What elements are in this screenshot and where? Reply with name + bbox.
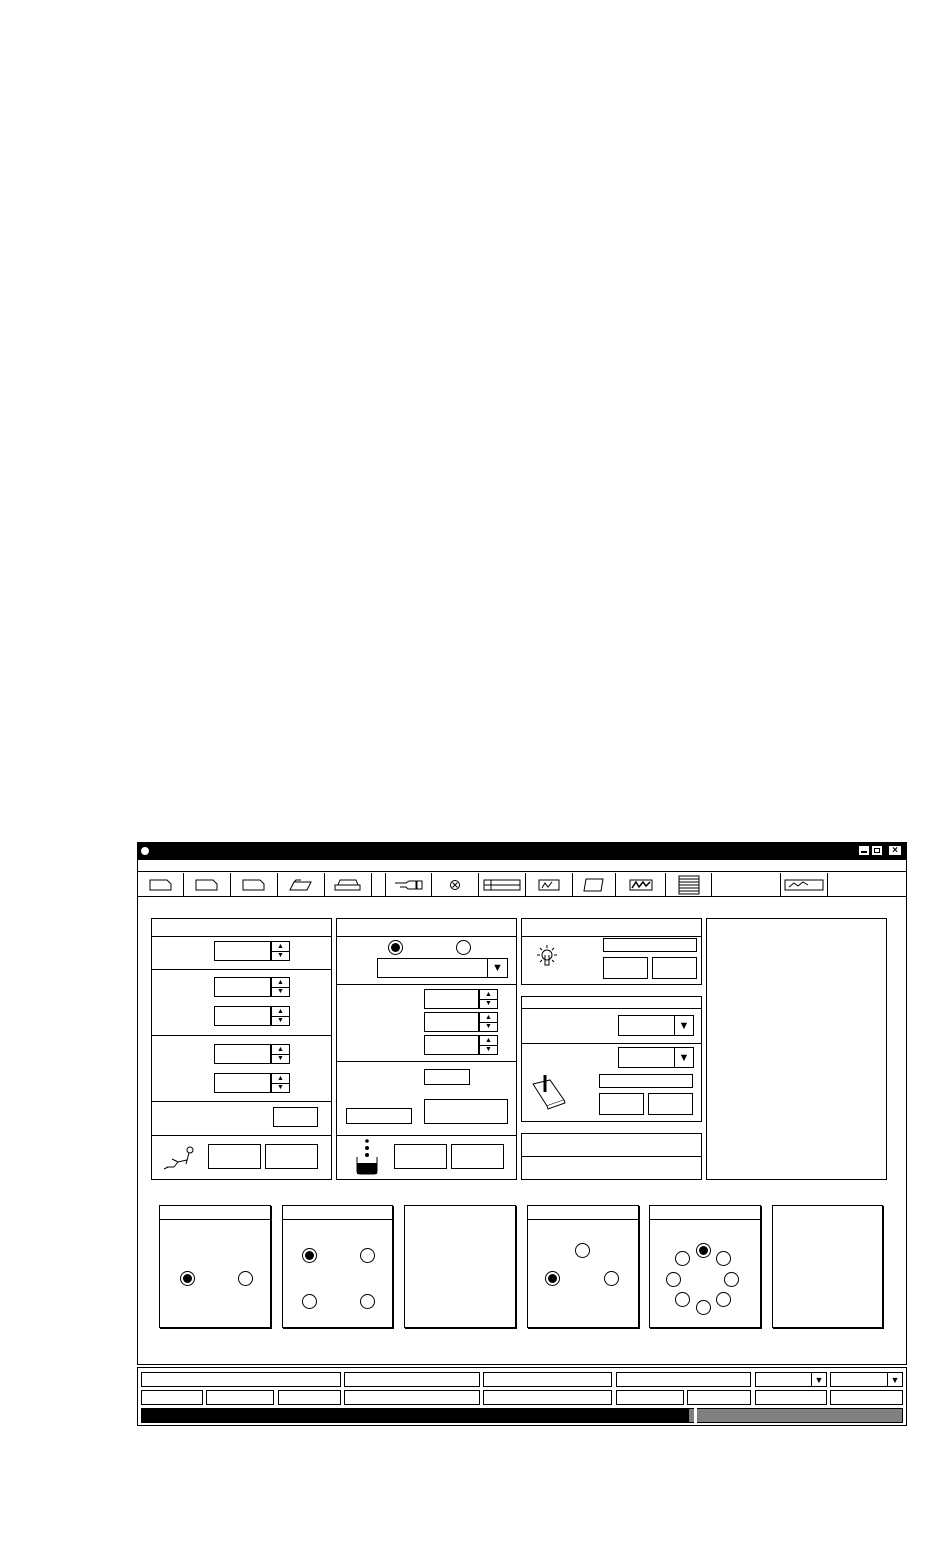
middle-action-button-1[interactable] <box>394 1144 447 1169</box>
list-icon <box>678 875 700 895</box>
group5-radio-7[interactable] <box>666 1272 681 1287</box>
middle-action-button-2[interactable] <box>451 1144 504 1169</box>
line-chart-icon <box>538 879 560 891</box>
light-button-2[interactable] <box>652 957 697 979</box>
group2-radio-3[interactable] <box>302 1294 317 1309</box>
status-dropdown-2[interactable] <box>830 1372 903 1387</box>
mode-dropdown[interactable] <box>377 958 508 978</box>
spin-up-icon[interactable]: ▲ <box>480 1036 497 1046</box>
toolbar-button-page[interactable] <box>573 873 616 896</box>
group5-radio-8[interactable] <box>675 1251 690 1266</box>
middle-value-field-1[interactable] <box>424 989 479 1009</box>
title-bar[interactable] <box>137 842 907 860</box>
progress-divider <box>694 1408 697 1423</box>
status-dropdown-1[interactable] <box>755 1372 827 1387</box>
trend-chart-icon <box>784 879 824 891</box>
divider <box>336 1135 517 1136</box>
preview-panel <box>706 918 887 1180</box>
progress-track <box>141 1408 903 1423</box>
mode-radio-1[interactable] <box>388 940 403 955</box>
toolbar-button-new-2[interactable] <box>184 873 231 896</box>
status-cell-4 <box>344 1390 480 1405</box>
left-action-button-2[interactable] <box>265 1144 318 1169</box>
value-spinner-1[interactable] <box>271 941 290 961</box>
pen-dropdown-2[interactable] <box>618 1047 694 1068</box>
toolbar-button-new-3[interactable] <box>231 873 278 896</box>
group2-radio-4[interactable] <box>360 1294 375 1309</box>
spin-down-icon[interactable]: ▼ <box>485 1023 492 1030</box>
stop-icon <box>449 879 461 891</box>
middle-spinner-2[interactable] <box>479 1012 498 1032</box>
group4-radio-1[interactable] <box>575 1243 590 1258</box>
divider <box>521 1043 702 1044</box>
divider <box>521 1156 702 1157</box>
beaker-drip-icon <box>355 1137 379 1175</box>
divider <box>151 936 332 937</box>
light-wide-field[interactable] <box>603 938 697 952</box>
toolbar-button-area-chart[interactable] <box>616 873 666 896</box>
spin-up-icon[interactable]: ▲ <box>272 942 289 952</box>
radio-group-panel-2 <box>282 1205 393 1328</box>
toolbar-button-open[interactable] <box>278 873 325 896</box>
spin-up-icon[interactable]: ▲ <box>272 1074 289 1084</box>
toolbar-button-list[interactable] <box>666 873 712 896</box>
status-field-2 <box>344 1372 480 1387</box>
toolbar-bottom-border <box>137 896 907 897</box>
toolbar-button-trend[interactable] <box>781 873 828 896</box>
open-folder-icon <box>289 879 313 891</box>
empty-panel-2 <box>772 1205 883 1328</box>
toolbar-button-folder[interactable] <box>325 873 372 896</box>
pen-wide-field[interactable] <box>599 1074 693 1088</box>
value-field-5[interactable] <box>214 1073 271 1093</box>
middle-wide-field[interactable] <box>346 1108 412 1124</box>
status-cell-6 <box>616 1390 684 1405</box>
pen-dropdown-1[interactable] <box>618 1015 694 1036</box>
divider <box>521 1008 702 1009</box>
chevron-down-icon[interactable]: ▼ <box>674 1048 693 1067</box>
spin-up-icon[interactable]: ▲ <box>272 1045 289 1055</box>
radio-group-panel-4 <box>527 1205 639 1328</box>
spin-up-icon[interactable]: ▲ <box>480 1013 497 1023</box>
group5-radio-5[interactable] <box>696 1300 711 1315</box>
spin-down-icon[interactable]: ▼ <box>277 1084 284 1091</box>
group4-radio-2[interactable] <box>545 1271 560 1286</box>
spin-down-icon[interactable]: ▼ <box>277 1055 284 1062</box>
status-cell-9 <box>830 1390 903 1405</box>
group5-radio-6[interactable] <box>675 1292 690 1307</box>
value-spinner-4[interactable] <box>271 1044 290 1064</box>
mode-radio-2[interactable] <box>456 940 471 955</box>
progress-fill <box>142 1409 689 1422</box>
new-page-icon <box>195 879 219 891</box>
middle-display-box <box>424 1099 508 1124</box>
spin-down-icon[interactable]: ▼ <box>485 1000 492 1007</box>
divider <box>521 936 702 937</box>
status-cell-5 <box>483 1390 612 1405</box>
divider <box>282 1219 393 1220</box>
group5-radio-2[interactable] <box>716 1251 731 1266</box>
chevron-down-icon[interactable]: ▼ <box>674 1016 693 1035</box>
value-spinner-3[interactable] <box>271 1006 290 1026</box>
spin-down-icon[interactable]: ▼ <box>277 1017 284 1024</box>
close-icon[interactable]: × <box>889 846 901 855</box>
status-field-3 <box>483 1372 612 1387</box>
middle-value-field-2[interactable] <box>424 1012 479 1032</box>
group5-radio-1[interactable] <box>696 1243 711 1258</box>
value-spinner-2[interactable] <box>271 977 290 997</box>
light-bulb-icon <box>533 943 561 971</box>
toolbar-button-line-chart[interactable] <box>526 873 573 896</box>
divider <box>151 969 332 970</box>
status-cell-3 <box>278 1390 341 1405</box>
value-field-2[interactable] <box>214 977 271 997</box>
group4-radio-3[interactable] <box>604 1271 619 1286</box>
person-pushing-icon <box>162 1146 196 1172</box>
group2-radio-2[interactable] <box>360 1248 375 1263</box>
divider <box>151 1101 332 1102</box>
group5-radio-3[interactable] <box>724 1272 739 1287</box>
pointing-hand-icon <box>394 879 424 891</box>
toolbar-button-blank-1[interactable] <box>712 873 781 896</box>
spin-up-icon[interactable]: ▲ <box>480 990 497 1000</box>
page-icon <box>583 878 605 892</box>
pen-button-2[interactable] <box>648 1093 693 1115</box>
left-action-button-1[interactable] <box>208 1144 261 1169</box>
toolbar-button-new-1[interactable] <box>138 873 184 896</box>
middle-small-field[interactable] <box>424 1069 470 1085</box>
spin-down-icon[interactable]: ▼ <box>277 952 284 959</box>
group2-radio-1[interactable] <box>302 1248 317 1263</box>
divider <box>527 1219 639 1220</box>
middle-spinner-1[interactable] <box>479 989 498 1009</box>
chevron-down-icon[interactable]: ▼ <box>887 1373 902 1386</box>
divider <box>336 984 517 985</box>
area-chart-icon <box>629 879 653 891</box>
chevron-down-icon[interactable]: ▼ <box>487 959 507 977</box>
status-cell-7 <box>687 1390 751 1405</box>
middle-value-field-3[interactable] <box>424 1035 479 1055</box>
value-field-4[interactable] <box>214 1044 271 1064</box>
value-spinner-5[interactable] <box>271 1073 290 1093</box>
status-cell-8 <box>755 1390 827 1405</box>
folder-icon <box>334 879 362 891</box>
toolbar-button-blank-2[interactable] <box>828 873 906 896</box>
pen-button-1[interactable] <box>599 1093 644 1115</box>
divider <box>336 936 517 937</box>
pencil-pad-icon <box>530 1074 566 1110</box>
status-field-1 <box>141 1372 341 1387</box>
group5-radio-4[interactable] <box>716 1292 731 1307</box>
new-page-icon <box>242 879 266 891</box>
control-menu-icon[interactable] <box>141 847 149 855</box>
maximize-icon[interactable] <box>872 846 882 855</box>
divider <box>649 1219 761 1220</box>
value-field-3[interactable] <box>214 1006 271 1026</box>
minimize-icon[interactable] <box>859 846 869 855</box>
divider <box>159 1219 271 1220</box>
light-button-1[interactable] <box>603 957 648 979</box>
divider <box>151 1135 332 1136</box>
radio-group-panel-1 <box>159 1205 271 1328</box>
toolbar-button-stop[interactable] <box>432 873 479 896</box>
small-value-field[interactable] <box>273 1107 318 1127</box>
menu-bar-divider <box>137 871 907 872</box>
spin-up-icon[interactable]: ▲ <box>272 978 289 988</box>
table-icon <box>483 879 521 891</box>
status-cell-2 <box>206 1390 274 1405</box>
toolbar-button-table[interactable] <box>479 873 526 896</box>
chevron-down-icon[interactable]: ▼ <box>811 1373 826 1386</box>
status-field-4 <box>616 1372 751 1387</box>
spin-down-icon[interactable]: ▼ <box>485 1046 492 1053</box>
toolbar-button-pointer[interactable] <box>385 873 432 896</box>
spin-down-icon[interactable]: ▼ <box>277 988 284 995</box>
empty-panel-1 <box>404 1205 516 1328</box>
value-field-1[interactable] <box>214 941 271 961</box>
menu-bar[interactable] <box>138 860 906 871</box>
group1-radio-1[interactable] <box>180 1271 195 1286</box>
spin-up-icon[interactable]: ▲ <box>272 1007 289 1017</box>
divider <box>151 1035 332 1036</box>
status-cell-1 <box>141 1390 203 1405</box>
group1-radio-2[interactable] <box>238 1271 253 1286</box>
middle-spinner-3[interactable] <box>479 1035 498 1055</box>
divider <box>336 1061 517 1062</box>
new-page-icon <box>149 879 173 891</box>
